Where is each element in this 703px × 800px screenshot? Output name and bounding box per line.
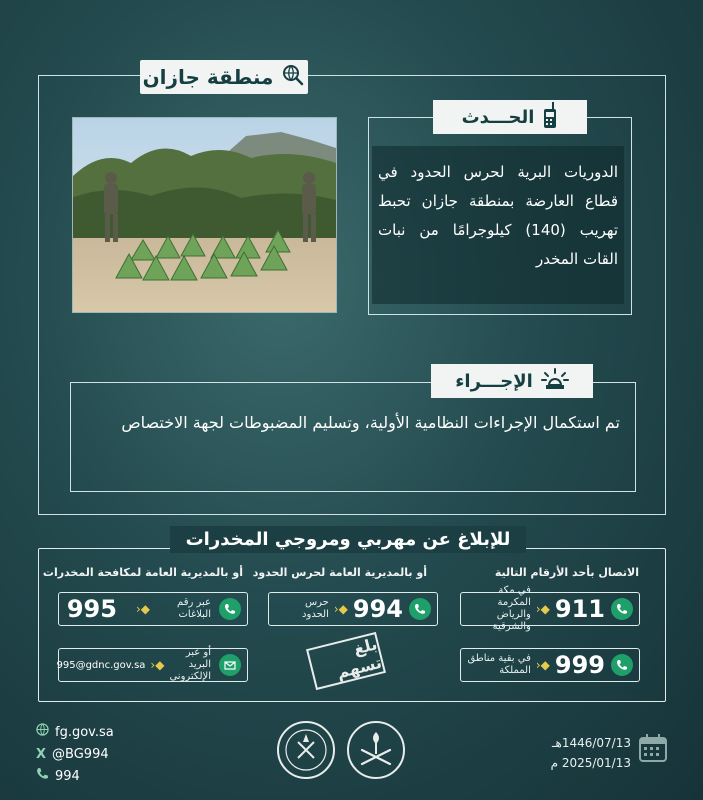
chevron-icon: ◆‹ bbox=[150, 658, 165, 672]
stamp-text: بلغ تسهم bbox=[334, 634, 384, 683]
footer-links bbox=[36, 722, 114, 788]
phone-link[interactable]: 994 bbox=[36, 766, 114, 788]
saudi-emblem bbox=[346, 720, 406, 784]
number-995: 995 bbox=[66, 595, 117, 623]
col-left-heading: أو بالمديرية العامة لمكافحة المخدرات bbox=[42, 566, 243, 579]
contact-999[interactable] bbox=[460, 648, 640, 682]
phone-icon bbox=[409, 598, 431, 620]
chevron-icon: ◆‹ bbox=[135, 602, 150, 616]
action-text: تم استكمال الإجراءات النظامية الأولية، وتسليم المضبوطات لجهة الاختصاص bbox=[121, 413, 620, 432]
border-guard-emblem bbox=[276, 720, 336, 784]
desc-email: أو عبر البريد الإلكتروني bbox=[169, 647, 211, 682]
phone-icon bbox=[219, 598, 241, 620]
greg-date: 2025/01/13 م bbox=[550, 756, 631, 770]
chevron-icon: ◆‹ bbox=[535, 658, 550, 672]
siren-icon bbox=[541, 367, 569, 396]
desc-999: في بقية مناطق المملكة bbox=[467, 653, 531, 676]
chevron-icon: ◆‹ bbox=[535, 602, 550, 616]
phone-icon bbox=[611, 598, 633, 620]
globe-icon bbox=[36, 722, 49, 744]
region-label bbox=[140, 60, 308, 94]
action-label bbox=[431, 364, 593, 398]
x-icon: X bbox=[36, 747, 47, 762]
email-icon bbox=[219, 654, 241, 676]
desc-994: حرس الحدود bbox=[302, 597, 329, 620]
event-label-text: الحـــدث bbox=[461, 106, 535, 128]
event-label bbox=[433, 100, 587, 134]
desc-995: عبر رقم البلاغات bbox=[177, 597, 211, 620]
col-mid-heading: أو بالمديرية العامة لحرس الحدود bbox=[252, 566, 427, 579]
calendar-icon bbox=[638, 733, 668, 767]
hijri-date: 1446/07/13هـ bbox=[551, 736, 631, 750]
report-title: للإبلاغ عن مهربي ومروجي المخدرات bbox=[170, 526, 526, 553]
website-link[interactable]: fg.gov.sa bbox=[36, 722, 114, 744]
twitter-link[interactable]: X @BG994 bbox=[36, 744, 114, 766]
event-text: الدوريات البرية لحرس الحدود في قطاع العارضة بمنطقة جازان تحبط تهريب (140) كيلوجرامًا من نبات القات المخدر bbox=[378, 163, 618, 268]
number-994: 994 bbox=[352, 595, 403, 623]
number-911: 911 bbox=[554, 595, 605, 623]
chevron-icon: ◆‹ bbox=[333, 602, 348, 616]
phone-icon bbox=[611, 654, 633, 676]
contact-911[interactable] bbox=[460, 585, 640, 632]
action-label-text: الإجـــراء bbox=[455, 370, 533, 392]
region-title: منطقة جازان bbox=[142, 65, 274, 89]
contact-995[interactable] bbox=[58, 592, 248, 626]
contact-email[interactable] bbox=[58, 648, 248, 682]
contact-994[interactable] bbox=[268, 592, 438, 626]
phone-icon bbox=[36, 766, 49, 788]
search-globe-icon bbox=[281, 63, 305, 92]
number-999: 999 bbox=[554, 651, 605, 679]
walkie-talkie-icon bbox=[542, 102, 558, 133]
email-address[interactable]: 995@gdnc.gov.sa bbox=[56, 659, 146, 671]
desc-911: في مكة المكرمة والرياض والشرقية bbox=[492, 585, 531, 632]
seizure-photo bbox=[72, 117, 337, 313]
action-frame bbox=[70, 382, 636, 492]
col-right-heading: الاتصال بأحد الأرقام التالية bbox=[494, 566, 639, 579]
